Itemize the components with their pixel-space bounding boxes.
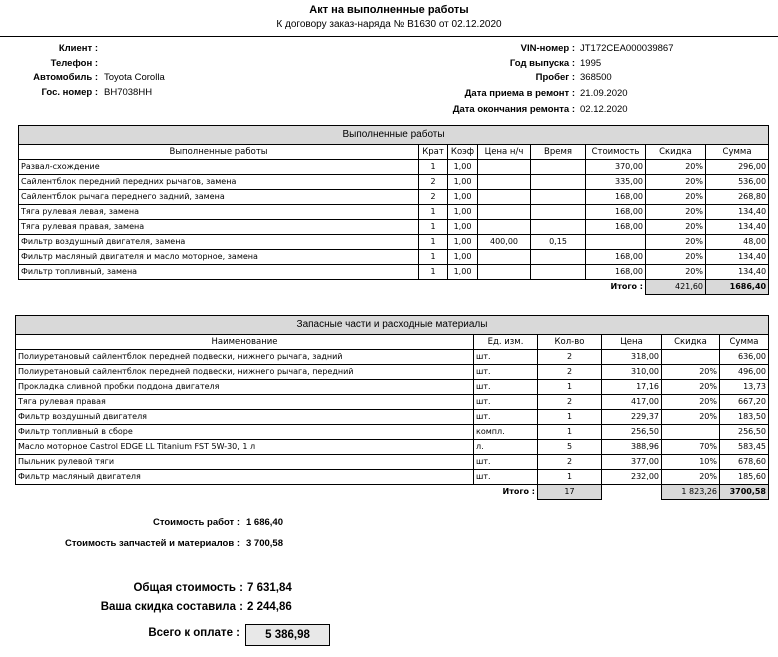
parts-cost-value: 3 700,58 (246, 538, 283, 549)
table-row (19, 160, 769, 175)
work-krat: 1 (419, 250, 448, 265)
part-qty: 5 (538, 440, 602, 455)
work-sum: 134,40 (706, 220, 769, 235)
part-discount: 20% (662, 365, 720, 380)
work-cost: 168,00 (586, 220, 646, 235)
work-koef: 1,00 (448, 250, 478, 265)
work-discount: 20% (646, 220, 706, 235)
year-label: Год выпуска : (509, 58, 575, 69)
part-qty: 1 (538, 410, 602, 425)
grand-total-value: 7 631,84 (247, 582, 292, 594)
mileage-value: 368500 (580, 72, 612, 83)
work-krat: 1 (419, 160, 448, 175)
work-price-hour (478, 220, 531, 235)
date-out-value: 02.12.2020 (580, 104, 628, 115)
work-name: Сайлентблок передний передних рычагов, замена (19, 175, 419, 190)
part-sum: 496,00 (720, 365, 769, 380)
part-qty: 1 (538, 380, 602, 395)
part-sum: 678,60 (720, 455, 769, 470)
plate-value: BH7038HH (104, 87, 153, 98)
work-discount: 20% (646, 190, 706, 205)
work-price-hour (478, 160, 531, 175)
works-col-discount: Скидка (646, 145, 706, 160)
pay-total-value: 5 386,98 (245, 624, 330, 646)
work-time (531, 220, 586, 235)
car-label: Автомобиль : (33, 72, 98, 83)
work-krat: 1 (419, 205, 448, 220)
part-name: Прокладка сливной пробки поддона двигателя (16, 380, 474, 395)
works-total-sum: 1686,40 (706, 280, 769, 295)
table-row (16, 410, 769, 425)
year-value: 1995 (580, 58, 602, 69)
work-discount: 20% (646, 205, 706, 220)
document-title: Акт на выполненные работы (309, 4, 469, 16)
part-unit: компл. (474, 425, 538, 440)
mileage-label: Пробег : (535, 72, 575, 83)
document-subtitle: К договору заказ-наряда № B1630 от 02.12.2020 (276, 19, 502, 30)
part-discount: 20% (662, 470, 720, 485)
pay-total-label: Всего к оплате : (148, 627, 240, 639)
part-name: Полиуретановый сайлентблок передней подвески, нижнего рычага, задний (16, 350, 474, 365)
header-divider (0, 36, 778, 37)
work-koef: 1,00 (448, 205, 478, 220)
work-koef: 1,00 (448, 220, 478, 235)
table-row (19, 205, 769, 220)
date-out-label: Дата окончания ремонта : (452, 104, 575, 115)
part-name: Фильтр топливный в сборе (16, 425, 474, 440)
work-discount: 20% (646, 250, 706, 265)
part-qty: 1 (538, 470, 602, 485)
works-col-name: Выполненные работы (19, 145, 419, 160)
work-price-hour (478, 205, 531, 220)
table-row (19, 175, 769, 190)
work-name: Фильтр топливный, замена (19, 265, 419, 280)
part-name: Масло моторное Castrol EDGE LL Titanium FST 5W-30, 1 л (16, 440, 474, 455)
works-col-price-hour: Цена н/ч (478, 145, 531, 160)
works-total-discount: 421,60 (646, 280, 706, 295)
part-qty: 2 (538, 365, 602, 380)
work-time (531, 205, 586, 220)
works-cost-value: 1 686,40 (246, 517, 283, 528)
part-name: Пыльник рулевой тяги (16, 455, 474, 470)
work-name: Тяга рулевая левая, замена (19, 205, 419, 220)
parts-column-headers (16, 335, 769, 350)
works-column-headers (19, 145, 769, 160)
work-koef: 1,00 (448, 160, 478, 175)
part-unit: шт. (474, 350, 538, 365)
work-sum: 134,40 (706, 250, 769, 265)
works-total-row (19, 280, 769, 295)
work-sum: 296,00 (706, 160, 769, 175)
parts-col-name: Наименование (16, 335, 474, 350)
work-time (531, 160, 586, 175)
part-unit: шт. (474, 365, 538, 380)
table-row (19, 250, 769, 265)
date-in-value: 21.09.2020 (580, 88, 628, 99)
table-row (19, 235, 769, 250)
car-value: Toyota Corolla (104, 72, 165, 83)
part-price: 256,50 (602, 425, 662, 440)
parts-total-label: Итого : (502, 487, 535, 497)
work-price-hour (478, 175, 531, 190)
phone-label: Телефон : (50, 58, 98, 69)
part-price: 17,16 (602, 380, 662, 395)
table-row (16, 425, 769, 440)
part-sum: 183,50 (720, 410, 769, 425)
table-row (16, 350, 769, 365)
part-discount: 70% (662, 440, 720, 455)
part-discount (662, 350, 720, 365)
parts-col-qty: Кол-во (538, 335, 602, 350)
part-discount: 10% (662, 455, 720, 470)
work-discount: 20% (646, 175, 706, 190)
work-time (531, 250, 586, 265)
work-name: Тяга рулевая правая, замена (19, 220, 419, 235)
parts-table (15, 315, 769, 500)
work-name: Фильтр масляный двигателя и масло моторное, замена (19, 250, 419, 265)
work-time: 0,15 (531, 235, 586, 250)
part-discount: 20% (662, 380, 720, 395)
part-price: 377,00 (602, 455, 662, 470)
work-krat: 2 (419, 175, 448, 190)
parts-col-sum: Сумма (720, 335, 769, 350)
works-body (19, 160, 769, 280)
work-cost: 168,00 (586, 265, 646, 280)
work-time (531, 265, 586, 280)
part-price: 229,37 (602, 410, 662, 425)
work-koef: 1,00 (448, 190, 478, 205)
part-qty: 1 (538, 425, 602, 440)
work-cost (586, 235, 646, 250)
part-price: 310,00 (602, 365, 662, 380)
parts-total-discount: 1 823,26 (662, 485, 720, 500)
work-sum: 134,40 (706, 205, 769, 220)
part-unit: л. (474, 440, 538, 455)
parts-col-unit: Ед. изм. (474, 335, 538, 350)
vin-value: JT172CEA000039867 (580, 43, 674, 54)
part-qty: 2 (538, 455, 602, 470)
part-price: 388,96 (602, 440, 662, 455)
works-section-title: Выполненные работы (19, 126, 769, 145)
work-price-hour: 400,00 (478, 235, 531, 250)
table-row (19, 265, 769, 280)
part-qty: 2 (538, 395, 602, 410)
part-discount: 20% (662, 410, 720, 425)
part-sum: 583,45 (720, 440, 769, 455)
parts-section-header (16, 316, 769, 335)
client-label: Клиент : (58, 43, 98, 54)
work-koef: 1,00 (448, 235, 478, 250)
part-unit: шт. (474, 455, 538, 470)
work-sum: 536,00 (706, 175, 769, 190)
work-name: Фильтр воздушный двигателя, замена (19, 235, 419, 250)
parts-total-qty: 17 (538, 485, 602, 500)
table-row (16, 380, 769, 395)
plate-label: Гос. номер : (41, 87, 98, 98)
part-unit: шт. (474, 410, 538, 425)
part-sum: 13,73 (720, 380, 769, 395)
part-name: Фильтр масляный двигателя (16, 470, 474, 485)
part-unit: шт. (474, 470, 538, 485)
work-cost: 168,00 (586, 205, 646, 220)
work-time (531, 175, 586, 190)
works-col-sum: Сумма (706, 145, 769, 160)
part-discount (662, 425, 720, 440)
work-cost: 335,00 (586, 175, 646, 190)
table-row (16, 365, 769, 380)
part-price: 232,00 (602, 470, 662, 485)
part-discount: 20% (662, 395, 720, 410)
work-price-hour (478, 250, 531, 265)
works-cost-label: Стоимость работ : (152, 517, 240, 528)
work-name: Сайлентблок рычага переднего задний, замена (19, 190, 419, 205)
parts-section-title: Запасные части и расходные материалы (16, 316, 769, 335)
work-sum: 134,40 (706, 265, 769, 280)
work-cost: 370,00 (586, 160, 646, 175)
work-cost: 168,00 (586, 190, 646, 205)
work-price-hour (478, 265, 531, 280)
work-sum: 268,80 (706, 190, 769, 205)
part-name: Полиуретановый сайлентблок передней подвески, нижнего рычага, передний (16, 365, 474, 380)
work-krat: 1 (419, 220, 448, 235)
part-sum: 667,20 (720, 395, 769, 410)
work-discount: 20% (646, 265, 706, 280)
discount-total-label: Ваша скидка составила : (100, 601, 243, 613)
vin-label: VIN-номер : (520, 43, 575, 54)
work-discount: 20% (646, 235, 706, 250)
work-krat: 1 (419, 235, 448, 250)
works-col-cost: Стоимость (586, 145, 646, 160)
parts-col-discount: Скидка (662, 335, 720, 350)
parts-cost-label: Стоимость запчастей и материалов : (64, 538, 240, 549)
work-discount: 20% (646, 160, 706, 175)
table-row (16, 440, 769, 455)
part-unit: шт. (474, 380, 538, 395)
works-col-koef: Коэф (448, 145, 478, 160)
works-col-time: Время (531, 145, 586, 160)
work-krat: 1 (419, 265, 448, 280)
works-table (18, 125, 769, 295)
date-in-label: Дата приема в ремонт : (464, 88, 575, 99)
works-section-header (19, 126, 769, 145)
table-row (16, 395, 769, 410)
parts-total-sum: 3700,58 (720, 485, 769, 500)
parts-body (16, 350, 769, 485)
part-sum: 185,60 (720, 470, 769, 485)
parts-col-price: Цена (602, 335, 662, 350)
table-row (19, 220, 769, 235)
part-price: 318,00 (602, 350, 662, 365)
part-qty: 2 (538, 350, 602, 365)
part-unit: шт. (474, 395, 538, 410)
works-total-label: Итого : (610, 282, 643, 292)
table-row (19, 190, 769, 205)
discount-total-value: 2 244,86 (247, 601, 292, 613)
work-sum: 48,00 (706, 235, 769, 250)
part-name: Тяга рулевая правая (16, 395, 474, 410)
table-row (16, 470, 769, 485)
parts-total-row (16, 485, 769, 500)
part-price: 417,00 (602, 395, 662, 410)
works-col-krat: Крат (419, 145, 448, 160)
work-name: Развал-схождение (19, 160, 419, 175)
table-row (16, 455, 769, 470)
work-time (531, 190, 586, 205)
work-krat: 2 (419, 190, 448, 205)
part-sum: 256,50 (720, 425, 769, 440)
part-name: Фильтр воздушный двигателя (16, 410, 474, 425)
work-koef: 1,00 (448, 265, 478, 280)
work-koef: 1,00 (448, 175, 478, 190)
part-sum: 636,00 (720, 350, 769, 365)
work-cost: 168,00 (586, 250, 646, 265)
grand-total-label: Общая стоимость : (133, 582, 243, 594)
work-price-hour (478, 190, 531, 205)
